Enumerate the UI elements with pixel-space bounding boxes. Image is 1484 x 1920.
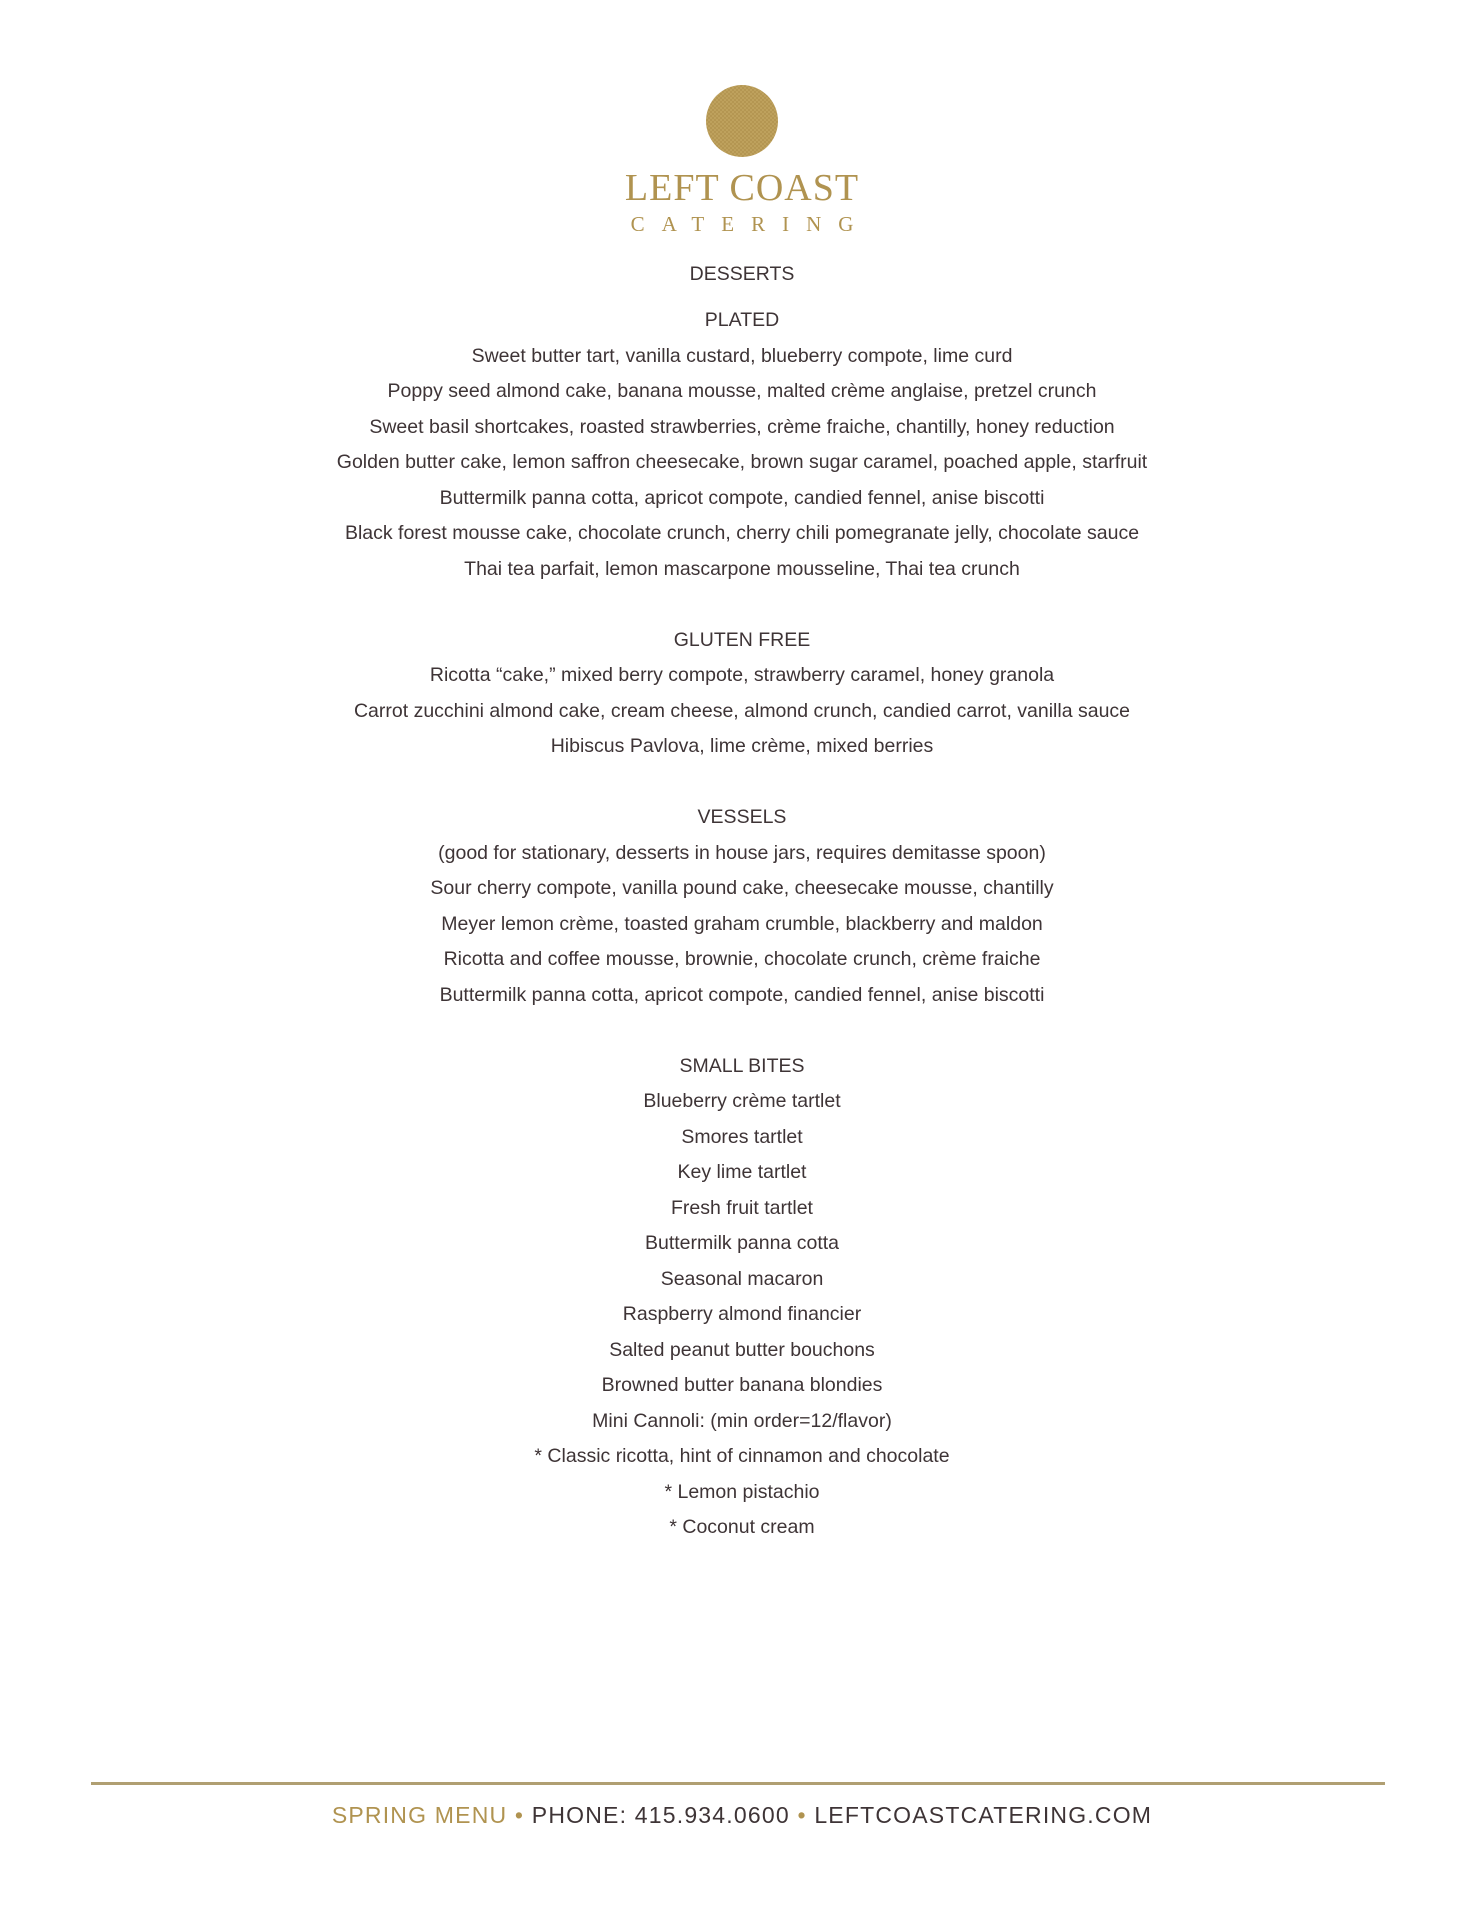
section-heading: SMALL BITES — [679, 1054, 805, 1077]
menu-item: Poppy seed almond cake, banana mousse, malted crème anglaise, pretzel crunch — [387, 380, 1097, 402]
menu-item: Blueberry crème tartlet — [643, 1090, 841, 1112]
brand-subname: CATERING — [630, 212, 871, 236]
section-heading: PLATED — [704, 309, 780, 331]
menu-item: * Lemon pistachio — [664, 1480, 820, 1503]
menu-item: * Coconut cream — [669, 1516, 815, 1538]
footer-bullet: • — [797, 1802, 807, 1828]
menu-item: Hibiscus Pavlova, lime crème, mixed berries — [550, 735, 934, 757]
logo-circle-mark — [705, 84, 779, 158]
menu-item: Carrot zucchini almond cake, cream cheese, almond crunch, candied carrot, vanilla sauce — [353, 699, 1131, 722]
menu-item: Buttermilk panna cotta, apricot compote, candied fennel, anise biscotti — [439, 486, 1045, 509]
menu-item: Smores tartlet — [681, 1125, 803, 1148]
footer-divider — [91, 1782, 1385, 1785]
footer-phone: PHONE: 415.934.0600 — [531, 1802, 790, 1828]
menu-item: Buttermilk panna cotta — [644, 1232, 840, 1254]
brand-name: LEFT COAST — [624, 167, 860, 209]
section-gluten-free — [0, 623, 1484, 765]
menu-item: Sweet basil shortcakes, roasted strawberries, crème fraiche, chantilly, honey reduction — [369, 415, 1115, 438]
menu-item: Sweet butter tart, vanilla custard, blueberry compote, lime curd — [471, 344, 1013, 367]
brand-logo — [0, 84, 1484, 236]
menu-item: Buttermilk panna cotta, apricot compote, candied fennel, anise biscotti — [439, 983, 1045, 1006]
menu-item: * Classic ricotta, hint of cinnamon and chocolate — [534, 1445, 950, 1467]
menu-item: Thai tea parfait, lemon mascarpone mousseline, Thai tea crunch — [464, 557, 1020, 580]
menu-item: Seasonal macaron — [660, 1267, 824, 1290]
menu-item: Black forest mousse cake, chocolate crunch, cherry chili pomegranate jelly, chocolate sauce — [344, 522, 1140, 544]
menu-item: Golden butter cake, lemon saffron cheesecake, brown sugar caramel, poached apple, starfruit — [336, 451, 1148, 473]
footer-website: LEFTCOASTCATERING.COM — [814, 1802, 1153, 1828]
section-small-bites — [0, 1049, 1484, 1546]
menu-item: Browned butter banana blondies — [601, 1374, 883, 1396]
footer-bullet: • — [514, 1802, 525, 1828]
menu-item: Ricotta “cake,” mixed berry compote, strawberry caramel, honey granola — [429, 664, 1055, 686]
menu-item: Sour cherry compote, vanilla pound cake, cheesecake mousse, chantilly — [430, 877, 1054, 899]
section-heading: VESSELS — [697, 806, 787, 828]
section-heading: GLUTEN FREE — [673, 628, 811, 651]
section-vessels — [0, 800, 1484, 1013]
menu-item: Ricotta and coffee mousse, brownie, chocolate crunch, crème fraiche — [443, 948, 1041, 970]
menu-item: Raspberry almond financier — [622, 1303, 862, 1325]
menu-item: Salted peanut butter bouchons — [609, 1338, 875, 1361]
section-note: (good for stationary, desserts in house jars, requires demitasse spoon) — [438, 841, 1046, 864]
menu-item: Key lime tartlet — [677, 1161, 807, 1183]
dessert-menu — [0, 256, 1484, 1581]
menu-item: Meyer lemon crème, toasted graham crumble, blackberry and maldon — [441, 912, 1043, 935]
menu-item: Fresh fruit tartlet — [671, 1196, 813, 1219]
footer-season: SPRING MENU — [331, 1802, 508, 1828]
section-plated — [0, 303, 1484, 587]
menu-title: DESSERTS — [689, 263, 795, 285]
page-footer — [0, 1798, 1484, 1832]
menu-item: Mini Cannoli: (min order=12/flavor) — [592, 1409, 892, 1432]
